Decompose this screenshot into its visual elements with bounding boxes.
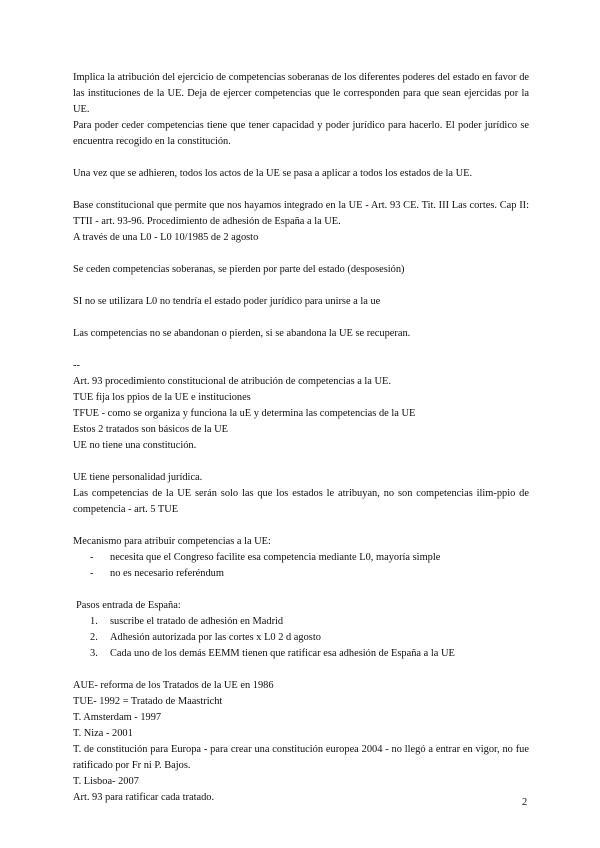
list-item <box>73 646 529 662</box>
section-heading: Mecanismo para atribuir competencias a la UE: <box>73 536 271 547</box>
paragraph: Base constitucional que permite que nos hayamos integrado en la UE - Art. 93 CE. Tit. III Las cortes. Cap II: TTII - art. 93-96. Procedimiento de adhesión de España a la UE. <box>73 200 529 227</box>
dash-marker: - <box>90 552 94 563</box>
line: TUE- 1992 = Tratado de Maastricht <box>73 696 223 707</box>
line: UE tiene personalidad jurídica. <box>73 472 203 483</box>
line: Estos 2 tratados son básicos de la UE <box>73 424 228 435</box>
page-number: 2 <box>522 797 528 808</box>
bullet-list <box>73 550 529 582</box>
line: T. Amsterdam - 1997 <box>73 712 162 723</box>
paragraph: SI no se utilizara L0 no tendría el estado poder jurídico para unirse a la ue <box>73 296 381 307</box>
paragraph: A través de una L0 - L0 10/1985 de 2 agosto <box>73 232 259 243</box>
line: UE no tiene una constitución. <box>73 440 197 451</box>
list-item-text: no es necesario referéndum <box>110 568 224 579</box>
list-item-text: necesita que el Congreso facilite esa competencia mediante L0, mayoría simple <box>110 552 441 563</box>
list-number: 2. <box>90 632 98 643</box>
line: T. de constitución para Europa - para crear una constitución europea 2004 - no llegó a entrar en vigor, no fue ratificado por Fr ni P. Bajos. <box>73 744 529 771</box>
list-item <box>73 614 529 630</box>
line: TFUE - como se organiza y funciona la uE y determina las competencias de la UE <box>73 408 416 419</box>
line: TUE fija los ppios de la UE e instituciones <box>73 392 251 403</box>
line: Art. 93 procedimiento constitucional de atribución de competencias a la UE. <box>73 376 391 387</box>
list-item <box>73 566 529 582</box>
list-item-text: Adhesión autorizada por las cortes x L0 2 d agosto <box>110 632 321 643</box>
paragraph: Una vez que se adhieren, todos los actos de la UE se pasa a aplicar a todos los estados de la UE. <box>73 168 473 179</box>
line: T. Niza - 2001 <box>73 728 133 739</box>
paragraph: Implica la atribución del ejercicio de competencias soberanas de los diferentes poderes del estado en favor de las instituciones de la UE. Deja de ejercer competencias que le corresponden para que sean ejercidas por la UE. <box>73 72 529 115</box>
line: Art. 93 para ratificar cada tratado. <box>73 792 215 803</box>
line: AUE- reforma de los Tratados de la UE en 1986 <box>73 680 274 691</box>
list-number: 3. <box>90 648 98 659</box>
numbered-list <box>73 614 529 662</box>
dash-marker: - <box>90 568 94 579</box>
paragraph: Para poder ceder competencias tiene que tener capacidad y poder jurídico para hacerlo. El poder jurídico se encuentra recogido en la constitución. <box>73 120 529 147</box>
list-item-text: Cada uno de los demás EEMM tienen que ratificar esa adhesión de España a la UE <box>110 648 455 659</box>
list-item <box>73 630 529 646</box>
list-number: 1. <box>90 616 98 627</box>
line: T. Lisboa- 2007 <box>73 776 139 787</box>
list-item-text: suscribe el tratado de adhesión en Madrid <box>110 616 284 627</box>
separator: -- <box>73 360 80 371</box>
paragraph: Las competencias no se abandonan o pierden, si se abandona la UE se recuperan. <box>73 328 411 339</box>
line: Las competencias de la UE serán solo las que los estados le atribuyan, no son competencias ilim-ppio de competencia - art. 5 TUE <box>73 488 529 515</box>
paragraph: Se ceden competencias soberanas, se pierden por parte del estado (desposesión) <box>73 264 405 275</box>
section-heading: Pasos entrada de España: <box>76 600 181 611</box>
document-page <box>73 70 529 806</box>
list-item <box>73 550 529 566</box>
